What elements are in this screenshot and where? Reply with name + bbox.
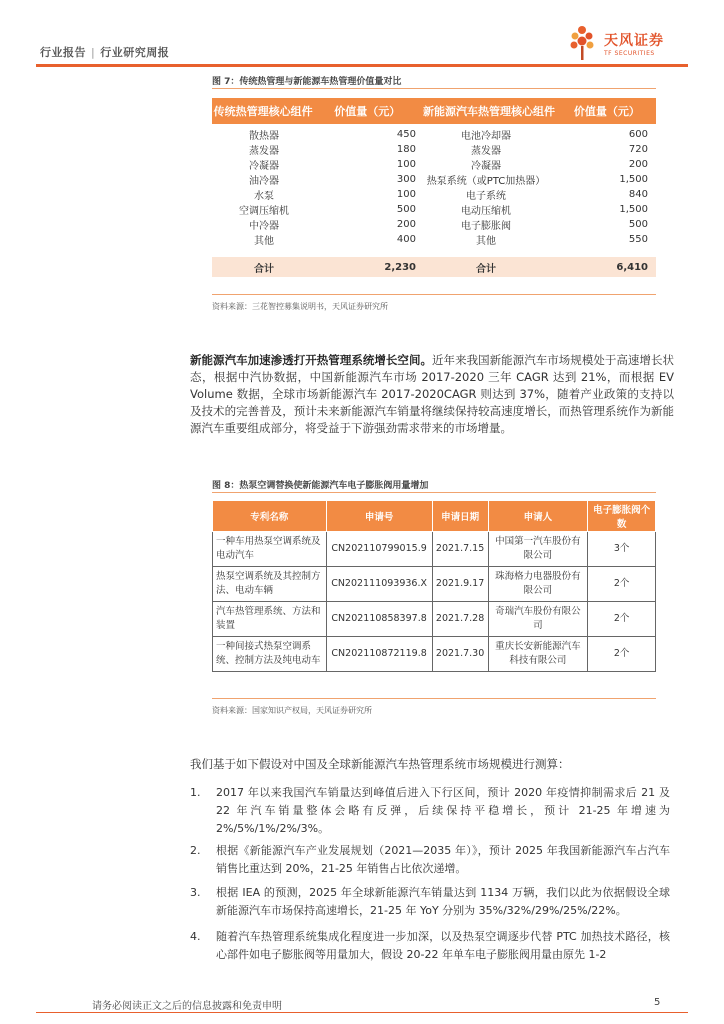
table-row [212, 217, 656, 232]
cell: 电子系统 [466, 191, 506, 202]
cell: CN202110858397.8 [326, 602, 432, 637]
figure8-source: 资料来源：国家知识产权局，天风证券研究所 [212, 706, 372, 715]
cell: CN202111093936.X [326, 567, 432, 602]
cell: 2个 [588, 637, 656, 672]
cell: 200 [628, 159, 648, 170]
cell: 中冷器 [249, 221, 279, 232]
cell: 油冷器 [249, 176, 279, 187]
header-cell: 专利名称 [213, 501, 327, 532]
cell: 一种间接式热泵空调系统、控制方法及纯电动车 [213, 637, 327, 672]
cell: 720 [628, 144, 648, 155]
cell: 电池冷却器 [461, 131, 511, 142]
cell: 2021.7.15 [432, 532, 488, 567]
cell: 2021.9.17 [432, 567, 488, 602]
header-divider [36, 64, 688, 67]
cell: 冷凝器 [249, 161, 279, 172]
figure8-top-rule [212, 492, 656, 493]
header-cell: 申请号 [326, 501, 432, 532]
item-number: 4. [190, 930, 201, 943]
cell: 汽车热管理系统、方法和装置 [213, 602, 327, 637]
cell: 冷凝器 [471, 161, 501, 172]
table-row [212, 127, 656, 142]
item-number: 2. [190, 844, 201, 857]
table-row [212, 187, 656, 202]
figure7-bottom-rule [212, 294, 656, 295]
cell: 散热器 [249, 131, 279, 142]
cell: 一种车用热泵空调系统及电动汽车 [213, 532, 327, 567]
cell: 热泵系统（或PTC加热器） [426, 176, 546, 187]
table-row [213, 567, 656, 602]
header-cell: 电子膨胀阀个数 [588, 501, 656, 532]
table-row [212, 157, 656, 172]
cell: 400 [396, 234, 416, 245]
cell: 840 [628, 189, 648, 200]
assumptions-intro: 我们基于如下假设对中国及全球新能源汽车热管理系统市场规模进行测算： [190, 757, 570, 771]
item-text: 2017 年以来我国汽车销量达到峰值后进入下行区间，预计 2020 年疫情抑制需求后 21 及 22 年汽车销量整体会略有反弹，后续保持平稳增长，预计 21-25 年增速为 2%/5%/1%/2%/3%。 [216, 786, 670, 835]
cell: 其他 [254, 236, 274, 247]
cell: 2,230 [384, 261, 416, 273]
separator: | [91, 46, 96, 59]
list-item [190, 884, 670, 920]
cell: 电动压缩机 [461, 206, 511, 217]
cell: 蒸发器 [471, 146, 501, 157]
paragraph-lead: 新能源汽车加速渗透打开热管理系统增长空间。 [190, 353, 433, 367]
cell: 合计 [254, 263, 274, 275]
header-cell: 价值量（元） [573, 105, 640, 118]
patent-table [212, 500, 656, 672]
list-item [190, 842, 670, 878]
table-row [213, 602, 656, 637]
report-subcategory: 行业研究周报 [100, 46, 170, 59]
pinwheel-logo-icon [568, 24, 598, 62]
header-cell: 传统热管理核心组件 [213, 105, 313, 118]
value-comparison-table [212, 98, 656, 277]
cell: 300 [396, 174, 416, 185]
list-item [190, 928, 670, 964]
cell: 500 [628, 219, 648, 230]
cell: 1,500 [619, 204, 648, 215]
cell: 100 [396, 189, 416, 200]
list-item [190, 784, 670, 838]
cell: 600 [628, 129, 648, 140]
cell: 2个 [588, 567, 656, 602]
item-number: 3. [190, 886, 201, 899]
cell: 2个 [588, 602, 656, 637]
cell: 100 [396, 159, 416, 170]
figure8-title: 图 8：热泵空调替换使新能源汽车电子膨胀阀用量增加 [212, 481, 429, 491]
table-row [212, 232, 656, 247]
cell: 500 [396, 204, 416, 215]
report-category: 行业报告 [40, 46, 86, 59]
cell: 6,410 [616, 261, 648, 273]
brand-logo [568, 24, 688, 64]
cell: 空调压缩机 [239, 206, 289, 217]
table-row [213, 637, 656, 672]
cell: 热泵空调系统及其控制方法、电动车辆 [213, 567, 327, 602]
table-row [213, 532, 656, 567]
cell: 重庆长安新能源汽车科技有限公司 [488, 637, 588, 672]
cell: CN202110872119.8 [326, 637, 432, 672]
header-cell: 申请人 [488, 501, 588, 532]
cell: 合计 [476, 263, 496, 275]
table-row [212, 202, 656, 217]
header-cell: 申请日期 [432, 501, 488, 532]
table-row [212, 172, 656, 187]
item-text: 随着汽车热管理系统集成化程度进一步加深，以及热泵空调逐步代替 PTC 加热技术路径，核心部件如电子膨胀阀等用量加大，假设 20-22 年单车电子膨胀阀用量由原先 1-2 [216, 930, 670, 961]
report-type [40, 44, 169, 60]
header-cell: 价值量（元） [334, 105, 401, 118]
table-row [212, 142, 656, 157]
cell: 2021.7.28 [432, 602, 488, 637]
logo-en-text: TF SECURITIES [604, 50, 655, 57]
logo-cn-text: 天风证券 [604, 33, 664, 49]
footer-disclaimer: 请务必阅读正文之后的信息披露和免责申明 [92, 1001, 282, 1012]
body-paragraph [190, 352, 674, 437]
cell: 200 [396, 219, 416, 230]
figure8-bottom-rule [212, 698, 656, 699]
item-text: 根据《新能源汽车产业发展规划（2021—2035 年）》，预计 2025 年我国新能源汽车占汽车销售比重达到 20%，21-25 年销售占比依次递增。 [216, 844, 670, 875]
cell: 3个 [588, 532, 656, 567]
figure7-title: 图 7：传统热管理与新能源车热管理价值量对比 [212, 77, 402, 87]
cell: 蒸发器 [249, 146, 279, 157]
cell: CN202110799015.9 [326, 532, 432, 567]
page-number: 5 [654, 997, 661, 1008]
header-cell: 新能源汽车热管理核心组件 [423, 105, 555, 118]
cell: 电子膨胀阀 [461, 221, 511, 232]
cell: 水泵 [254, 191, 274, 202]
table-header [212, 98, 656, 124]
item-text: 根据 IEA 的预测，2025 年全球新能源汽车销量达到 1134 万辆，我们以此为依据假设全球新能源汽车市场保持高速增长，21-25 年 YoY 分别为 35%/32%/29%/25%/22%。 [216, 886, 670, 917]
cell: 180 [396, 144, 416, 155]
cell: 其他 [476, 236, 496, 247]
cell: 1,500 [619, 174, 648, 185]
cell: 奇瑞汽车股份有限公司 [488, 602, 588, 637]
cell: 450 [396, 129, 416, 140]
cell: 550 [628, 234, 648, 245]
total-row [212, 257, 656, 277]
footer-divider [36, 1012, 688, 1013]
figure7-top-rule [212, 88, 656, 89]
item-number: 1. [190, 786, 201, 799]
table-header [213, 501, 656, 532]
figure7-source: 资料来源：三花智控募集说明书，天风证券研究所 [212, 302, 388, 311]
cell: 珠海格力电器股份有限公司 [488, 567, 588, 602]
paragraph-body: 近年来我国新能源汽车市场规模处于高速增长状态，根据中汽协数据，中国新能源汽车市场 2017-2020 三年 CAGR 达到 21%，而根据 EV Volume 数据，全球市场新能源汽车 2017-2020CAGR 则达到 37%，随着产业政策的支持以及技术的完善普及，预计未来新能源汽车销量将继续保持较高速度增长，而热管理系统作为新能源汽车重要组成部分，将受益于下游强劲需求带来的市场增量。 [190, 353, 675, 435]
cell: 2021.7.30 [432, 637, 488, 672]
cell: 中国第一汽车股份有限公司 [488, 532, 588, 567]
